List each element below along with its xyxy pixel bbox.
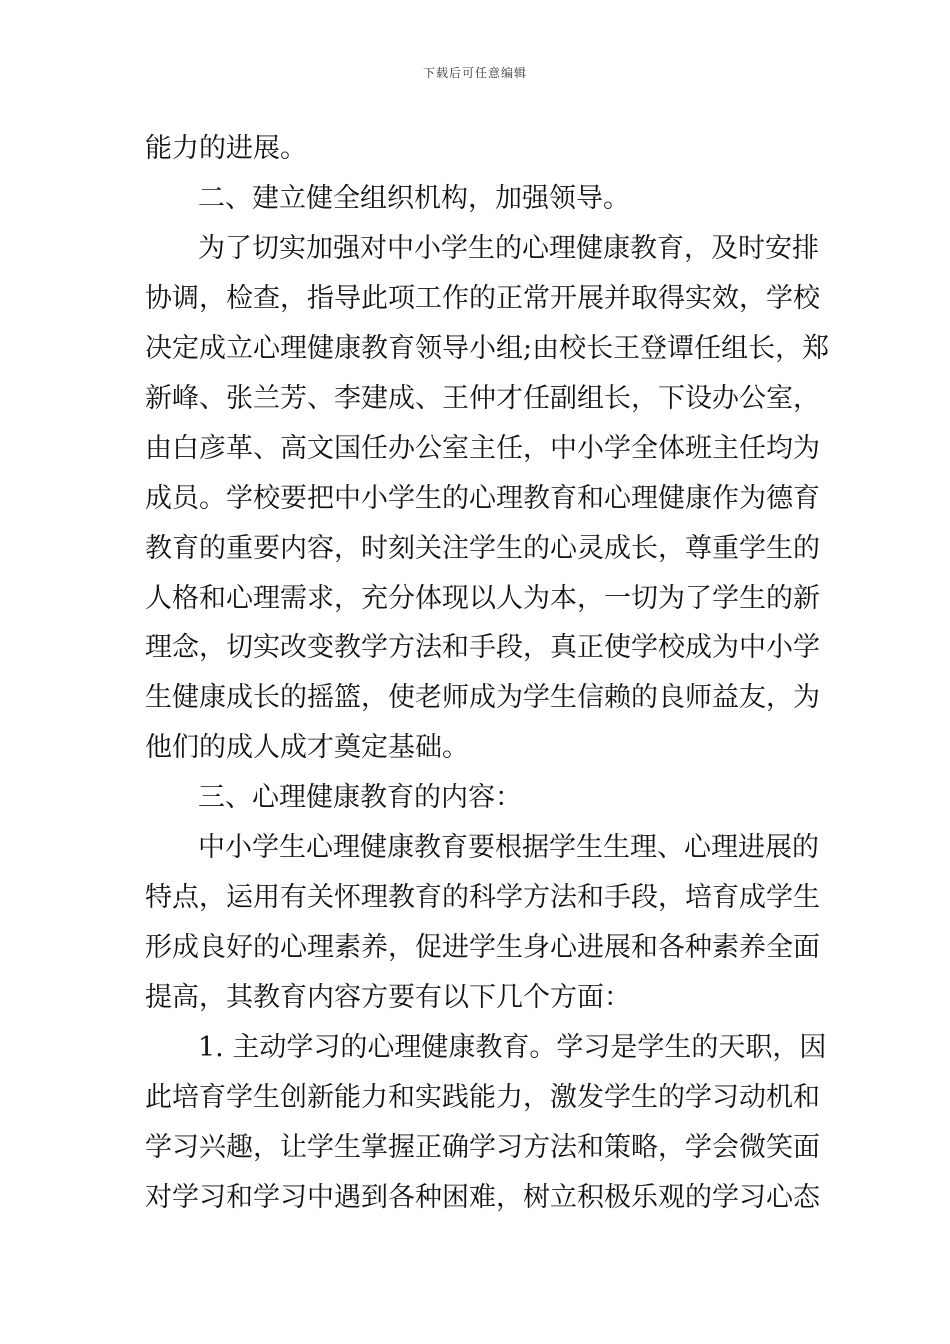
text-line-16: 特点，运用有关怀理教育的科学方法和手段，培育成学生	[145, 882, 820, 913]
page-header-watermark: 下载后可任意编辑	[422, 66, 527, 80]
text-line-12: 生健康成长的摇篮，使老师成为学生信赖的良师益友，为	[145, 682, 820, 713]
text-line-10: 人格和心理需求，充分体现以人为本，一切为了学生的新	[145, 583, 820, 614]
text-line-21: 学习兴趣，让学生掌握正确学习方法和策略，学会微笑面	[145, 1132, 820, 1163]
section-heading-3: 三、心理健康教育的内容：	[198, 782, 522, 813]
text-line-5: 决定成立心理健康教育领导小组;由校长王登谭任组长，郑	[145, 333, 830, 364]
text-line-18: 提高，其教育内容方要有以下几个方面：	[145, 982, 631, 1013]
text-line-20: 此培育学生创新能力和实践能力，激发学生的学习动机和	[145, 1082, 820, 1113]
text-line-3: 为了切实加强对中小学生的心理健康教育，及时安排	[198, 233, 819, 264]
text-line-9: 教育的重要内容，时刻关注学生的心灵成长，尊重学生的	[145, 533, 820, 564]
section-heading-2: 二、建立健全组织机构，加强领导。	[198, 183, 630, 214]
text-line-8: 成员。学校要把中小学生的心理教育和心理健康作为德育	[145, 483, 820, 514]
text-line-1: 能力的进展。	[145, 133, 307, 164]
text-line-4: 协调，检查，指导此项工作的正常开展并取得实效，学校	[145, 283, 820, 314]
text-line-11: 理念，切实改变教学方法和手段，真正使学校成为中小学	[145, 632, 820, 663]
text-line-19: 1. 主动学习的心理健康教育。学习是学生的天职，因	[198, 1032, 827, 1063]
text-line-7: 由白彦革、高文国任办公室主任，中小学全体班主任均为	[145, 433, 820, 464]
text-line-17: 形成良好的心理素养，促进学生身心进展和各种素养全面	[145, 932, 820, 963]
text-line-15: 中小学生心理健康教育要根据学生生理、心理进展的	[198, 832, 819, 863]
text-line-22: 对学习和学习中遇到各种困难，树立积极乐观的学习心态	[145, 1182, 820, 1213]
text-line-13: 他们的成人成才奠定基础。	[145, 732, 469, 763]
text-line-6: 新峰、张兰芳、李建成、王仲才任副组长，下设办公室，	[145, 383, 820, 414]
